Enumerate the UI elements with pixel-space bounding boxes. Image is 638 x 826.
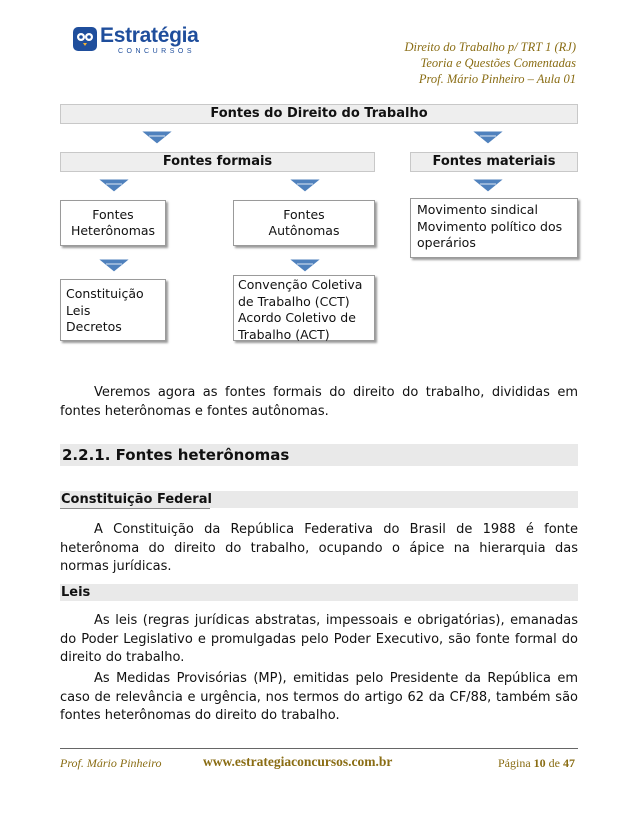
- arrow-down-icon: [97, 258, 131, 273]
- fontes-materiais-box: [410, 198, 578, 258]
- leis-paragraph: As leis (regras jurídicas abstratas, impessoais e obrigatórias), emanadas do Poder Legislativo e promulgadas pelo Poder Executivo, são fonte formal do direito do trabalho.: [60, 613, 578, 665]
- header-subtitle: Teoria e Questões Comentadas: [420, 56, 576, 70]
- fontes-formais-bar: Fontes formais: [60, 152, 375, 172]
- subheading-constituicao: [60, 491, 578, 508]
- subheading-label: Constituição Federal: [61, 492, 212, 507]
- list-item: Leis: [66, 302, 91, 318]
- medidas-provisorias-paragraph: As Medidas Provisórias (MP), emitidas pelo Presidente da República em caso de relevância e urgência, nos termos do artigo 62 da CF/88, também são fontes heterônomas do direito do trabalho.: [60, 671, 578, 723]
- footer-page-number: [498, 756, 575, 771]
- header-course: Direito do Trabalho p/ TRT 1 (RJ): [404, 40, 576, 54]
- arrow-down-icon: [288, 258, 322, 273]
- fontes-autonomas-box: [233, 200, 375, 246]
- arrow-down-icon: [140, 130, 174, 145]
- footer-website-link[interactable]: www.estrategiaconcursos.com.br: [203, 754, 393, 769]
- subheading-underline: [60, 508, 210, 509]
- section-heading: 2.2.1. Fontes heterônomas: [60, 444, 578, 466]
- constituicao-paragraph: A Constituição da República Federativa do Brasil de 1988 é fonte heterônoma do direito do trabalho, ocupando o ápice na hierarquia das normas jurídicas.: [60, 522, 578, 574]
- footer-author: Prof. Mário Pinheiro: [60, 756, 162, 770]
- subheading-leis: [60, 584, 578, 601]
- diagram-title: Fontes do Direito do Trabalho: [60, 104, 578, 124]
- list-item: Decretos: [66, 319, 122, 334]
- heteronomas-list-box: [60, 279, 166, 341]
- list-item: Convenção Coletiva: [238, 277, 363, 292]
- logo-wordmark: Estratégia: [100, 24, 199, 47]
- page-current: 10: [533, 756, 546, 770]
- footer-divider: [60, 748, 578, 749]
- list-item: de Trabalho (CCT): [238, 293, 350, 309]
- intro-paragraph: Veremos agora as fontes formais do direito do trabalho, divididas em fontes heterônomas e fontes autônomas.: [60, 385, 578, 419]
- box-label: Fontes: [283, 206, 325, 222]
- arrow-down-icon: [471, 130, 505, 145]
- list-item: Acordo Coletivo de: [238, 310, 356, 325]
- box-label: Fontes: [92, 206, 134, 222]
- list-item: Trabalho (ACT): [238, 326, 330, 342]
- list-item: Constituição: [66, 286, 144, 301]
- page-of: de: [548, 756, 560, 770]
- autonomas-list-box: [233, 275, 375, 341]
- owl-logo-icon: [72, 26, 98, 52]
- logo-subtitle: CONCURSOS: [118, 48, 196, 55]
- estrategia-logo: [72, 22, 202, 58]
- arrow-down-icon: [97, 178, 131, 193]
- subheading-label: Leis: [61, 585, 91, 600]
- box-line: Movimento político dos: [417, 218, 563, 234]
- fontes-heteronomas-box: [60, 200, 166, 246]
- page-label: Página: [498, 756, 531, 770]
- box-line: operários: [417, 235, 476, 250]
- arrow-down-icon: [288, 178, 322, 193]
- box-line: Movimento sindical: [417, 202, 538, 217]
- header-lesson: Prof. Mário Pinheiro – Aula 01: [418, 72, 576, 86]
- box-label: Heterônomas: [70, 223, 156, 238]
- box-label: Autônomas: [268, 223, 340, 238]
- page-total: 47: [563, 756, 575, 770]
- fontes-materiais-bar: Fontes materiais: [410, 152, 578, 172]
- arrow-down-icon: [471, 178, 505, 193]
